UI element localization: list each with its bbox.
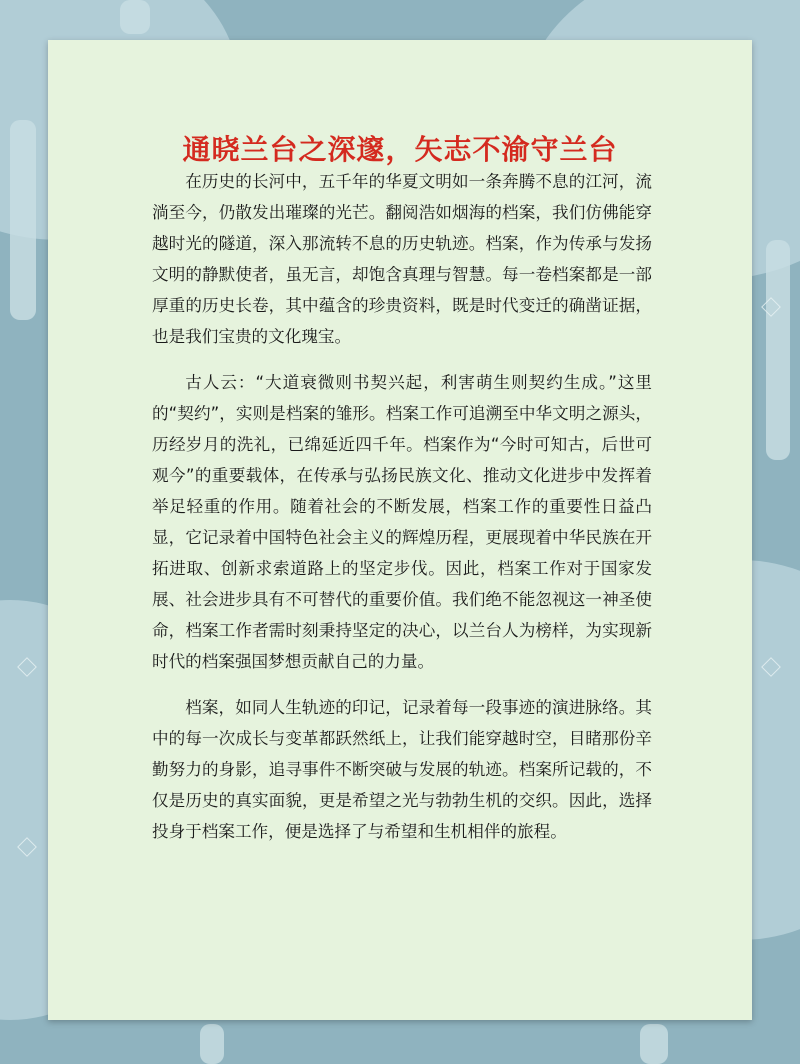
paragraph: 古人云：“大道衰微则书契兴起，利害萌生则契约生成。”这里的“契约”，实则是档案的雏形。档案工作可追溯至中华文明之源头，历经岁月的洗礼，已绵延近四千年。档案作为“今时可知古，后世可观今”的重要载体，在传承与弘扬民族文化、推动文化进步中发挥着举足轻重的作用。随着社会的不断发展，档案工作的重要性日益凸显，它记录着中国特色社会主义的辉煌历程，更展现着中华民族在开拓进取、创新求索道路上的坚定步伐。因此，档案工作对于国家发展、社会进步具有不可替代的重要价值。我们绝不能忽视这一神圣使命，档案工作者需时刻秉持坚定的决心，以兰台人为榜样，为实现新时代的档案强国梦想贡献自己的力量。 xyxy=(152,373,652,671)
document-title: 通晓兰台之深邃，矢志不渝守兰台 xyxy=(182,133,618,166)
paragraph: 在历史的长河中，五千年的华夏文明如一条奔腾不息的江河，流淌至今，仍散发出璀璨的光芒。翻阅浩如烟海的档案，我们仿佛能穿越时光的隧道，深入那流转不息的历史轨迹。档案，作为传承与发扬文明的静默使者，虽无言，却饱含真理与智慧。每一卷档案都是一部厚重的历史长卷，其中蕴含的珍贵资料，既是时代变迁的确凿证据，也是我们宝贵的文化瑰宝。 xyxy=(152,172,652,346)
document-page xyxy=(48,40,752,1020)
paragraph: 档案，如同人生轨迹的印记，记录着每一段事迹的演进脉络。其中的每一次成长与变革都跃然纸上，让我们能穿越时空，目睹那份辛勤努力的身影，追寻事件不断突破与发展的轨迹。档案所记载的，不仅是历史的真实面貌，更是希望之光与勃勃生机的交织。因此，选择投身于档案工作，便是选择了与希望和生机相伴的旅程。 xyxy=(152,698,652,841)
document-body xyxy=(152,166,652,862)
